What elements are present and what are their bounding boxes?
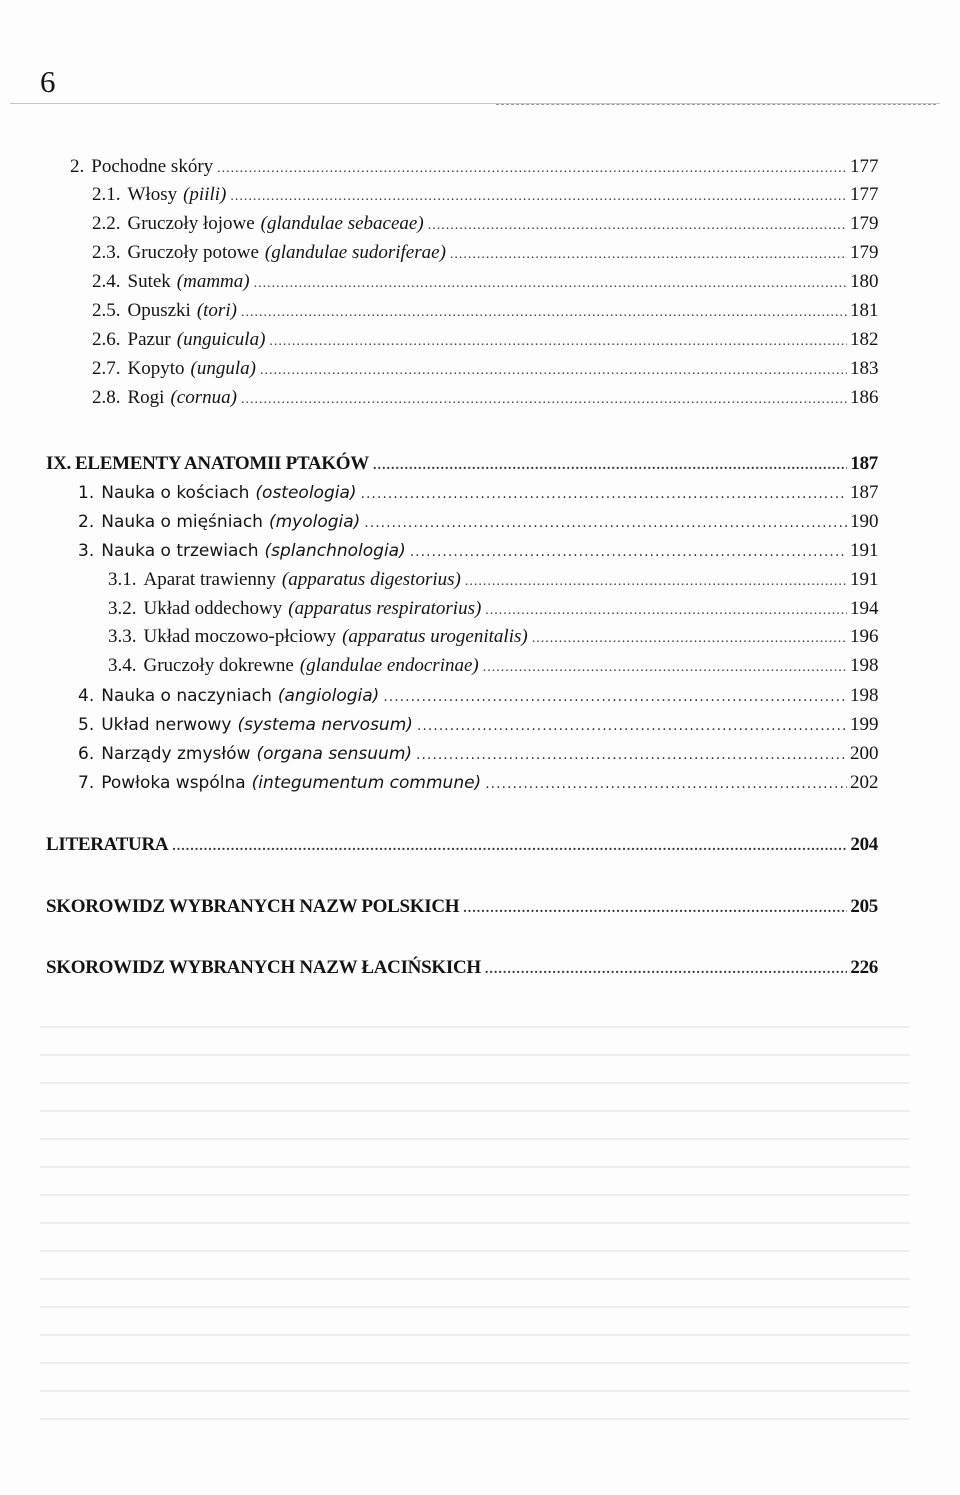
toc-page: 196	[850, 626, 879, 647]
toc-entry-aparat-trawienny	[108, 568, 878, 594]
toc-literatura	[46, 833, 878, 859]
toc-leader-dots	[217, 157, 847, 181]
toc-title: Rogi	[127, 387, 165, 408]
toc-leader-dots	[383, 685, 847, 709]
toc-leader-dots	[485, 772, 847, 796]
toc-entry-splanchnologia	[78, 539, 878, 564]
toc-entry-angiologia	[78, 684, 878, 709]
toc-title: Opuszki	[127, 300, 191, 321]
toc-entry-osteologia	[78, 481, 878, 506]
toc-index-polish	[46, 895, 878, 921]
toc-title: Gruczoły potowe	[127, 242, 259, 263]
toc-entry-powloka-wspolna	[78, 771, 878, 796]
toc-title: SKOROWIDZ WYBRANYCH NAZW POLSKICH	[46, 896, 460, 917]
toc-leader-dots	[230, 185, 847, 209]
toc-title: Powłoka wspólna	[101, 773, 246, 793]
toc-leader-dots	[269, 330, 847, 354]
toc-entry-gruczoly-lojowe	[92, 212, 878, 238]
toc-page: 204	[850, 834, 878, 855]
toc-leader-dots	[364, 511, 847, 535]
toc-latin-term: (ungula)	[190, 358, 256, 379]
toc-number: 2.2.	[92, 213, 121, 234]
toc-latin-term: (organa sensuum)	[256, 744, 413, 764]
toc-latin-term: (apparatus urogenitalis)	[342, 626, 528, 647]
toc-latin-term: (glandulae endocrinae)	[299, 655, 479, 676]
toc-title: Nauka o kościach	[101, 483, 250, 503]
toc-number: 5.	[78, 715, 95, 735]
toc-title: Nauka o naczyniach	[101, 686, 272, 706]
toc-number: 2.5.	[92, 300, 121, 321]
toc-latin-term: (apparatus digestorius)	[281, 569, 461, 590]
toc-leader-dots	[428, 214, 847, 238]
toc-number: 3.2.	[108, 598, 137, 619]
toc-number: 7.	[78, 773, 95, 793]
toc-leader-dots	[450, 243, 847, 267]
toc-latin-term: (myologia)	[268, 512, 361, 532]
toc-number: 2.7.	[92, 358, 121, 379]
toc-title: Narządy zmysłów	[101, 744, 251, 764]
toc-leader-dots	[410, 540, 847, 564]
toc-page: 181	[850, 300, 879, 321]
toc-number: 2.3.	[92, 242, 121, 263]
toc-page: 202	[850, 772, 879, 793]
toc-number: 2.	[78, 512, 95, 532]
toc-number: 2.6.	[92, 329, 121, 350]
toc-leader-dots	[463, 897, 847, 921]
toc-page: 226	[850, 957, 878, 978]
toc-leader-dots	[417, 714, 847, 738]
toc-latin-term: (mamma)	[176, 271, 250, 292]
toc-entry-gruczoly-potowe	[92, 241, 878, 267]
toc-title: ELEMENTY ANATOMII PTAKÓW	[74, 453, 369, 474]
toc-page: 194	[850, 598, 879, 619]
toc-leader-dots	[532, 627, 847, 651]
toc-entry-uklad-oddechowy	[108, 597, 878, 623]
toc-leader-dots	[172, 835, 847, 859]
toc-page: 191	[850, 540, 879, 561]
toc-page: 186	[850, 387, 879, 408]
toc-title: Układ moczowo-płciowy	[143, 626, 337, 647]
toc-title: LITERATURA	[46, 834, 169, 855]
toc-entry-narzady-zmyslow	[78, 742, 878, 767]
toc-page: 177	[850, 184, 879, 205]
toc-title: Kopyto	[127, 358, 185, 379]
toc-latin-term: (glandulae sebaceae)	[260, 213, 424, 234]
toc-entry-uklad-nerwowy	[78, 713, 878, 738]
toc-latin-term: (tori)	[196, 300, 237, 321]
toc-latin-term: (integumentum commune)	[251, 773, 482, 793]
toc-entry-gruczoly-dokrewne	[108, 654, 878, 680]
toc-number: IX.	[46, 453, 71, 474]
toc-latin-term: (glandulae sudoriferae)	[264, 242, 446, 263]
toc-title: Nauka o mięśniach	[101, 512, 263, 532]
toc-leader-dots	[485, 599, 847, 623]
toc-number: 3.3.	[108, 626, 137, 647]
toc-page: 205	[850, 896, 878, 917]
toc-title: Pazur	[127, 329, 171, 350]
toc-title: Układ oddechowy	[143, 598, 283, 619]
toc-page: 198	[850, 685, 879, 706]
toc-entry-opuszki	[92, 299, 878, 325]
toc-leader-dots	[254, 272, 847, 296]
toc-page: 177	[850, 156, 879, 177]
toc-page: 187	[850, 453, 878, 474]
toc-number: 4.	[78, 686, 95, 706]
toc-leader-dots	[416, 743, 847, 767]
toc-leader-dots	[361, 482, 847, 506]
toc-number: 3.1.	[108, 569, 137, 590]
toc-number: 3.	[78, 541, 95, 561]
toc-leader-dots	[241, 388, 847, 412]
toc-latin-term: (splanchnologia)	[264, 541, 406, 561]
toc-title: Nauka o trzewiach	[101, 541, 259, 561]
toc-page: 199	[850, 714, 879, 735]
toc-number: 2.1.	[92, 184, 121, 205]
toc-entry-pochodne-skory	[70, 155, 878, 181]
toc-leader-dots	[465, 570, 847, 594]
toc-title: Aparat trawienny	[143, 569, 276, 590]
toc-latin-term: (piili)	[183, 184, 227, 205]
toc-entry-kopyto	[92, 357, 878, 383]
toc-page: 200	[850, 743, 879, 764]
toc-title: Gruczoły łojowe	[127, 213, 255, 234]
toc-leader-dots	[241, 301, 847, 325]
toc-title: SKOROWIDZ WYBRANYCH NAZW ŁACIŃSKICH	[46, 957, 481, 978]
toc-number: 3.4.	[108, 655, 137, 676]
toc-entry-uklad-moczowo-plciowy	[108, 625, 878, 651]
toc-page: 179	[850, 213, 879, 234]
toc-number: 2.4.	[92, 271, 121, 292]
toc-latin-term: (angiologia)	[277, 686, 380, 706]
toc-number: 2.	[70, 156, 85, 177]
toc-page: 198	[850, 655, 879, 676]
toc-latin-term: (osteologia)	[255, 483, 357, 503]
toc-number: 2.8.	[92, 387, 121, 408]
toc-page: 182	[850, 329, 879, 350]
toc-chapter-ix	[46, 452, 878, 478]
toc-leader-dots	[260, 359, 847, 383]
toc-page: 180	[850, 271, 879, 292]
toc-page: 179	[850, 242, 879, 263]
page-number: 6	[40, 64, 56, 99]
toc-entry-rogi	[92, 386, 878, 412]
toc-latin-term: (apparatus respiratorius)	[288, 598, 482, 619]
toc-page: 187	[850, 482, 879, 503]
toc-title: Sutek	[127, 271, 171, 292]
toc-page: 191	[850, 569, 879, 590]
toc-title: Włosy	[127, 184, 178, 205]
toc-leader-dots	[373, 454, 847, 478]
toc-latin-term: (systema nervosum)	[237, 715, 413, 735]
toc-title: Gruczoły dokrewne	[143, 655, 294, 676]
toc-number: 1.	[78, 483, 95, 503]
toc-latin-term: (cornua)	[170, 387, 237, 408]
toc-entry-sutek	[92, 270, 878, 296]
toc-latin-term: (unguicula)	[176, 329, 266, 350]
toc-entry-myologia	[78, 510, 878, 535]
toc-index-latin	[46, 956, 878, 982]
toc-entry-wlosy	[92, 183, 878, 209]
toc-number: 6.	[78, 744, 95, 764]
toc-page: 190	[850, 511, 879, 532]
toc-title: Układ nerwowy	[101, 715, 232, 735]
toc-leader-dots	[485, 958, 847, 982]
toc-leader-dots	[483, 656, 847, 680]
toc-entry-pazur	[92, 328, 878, 354]
show-through-texture	[40, 1000, 910, 1430]
toc-title: Pochodne skóry	[91, 156, 214, 177]
toc-page: 183	[850, 358, 879, 379]
